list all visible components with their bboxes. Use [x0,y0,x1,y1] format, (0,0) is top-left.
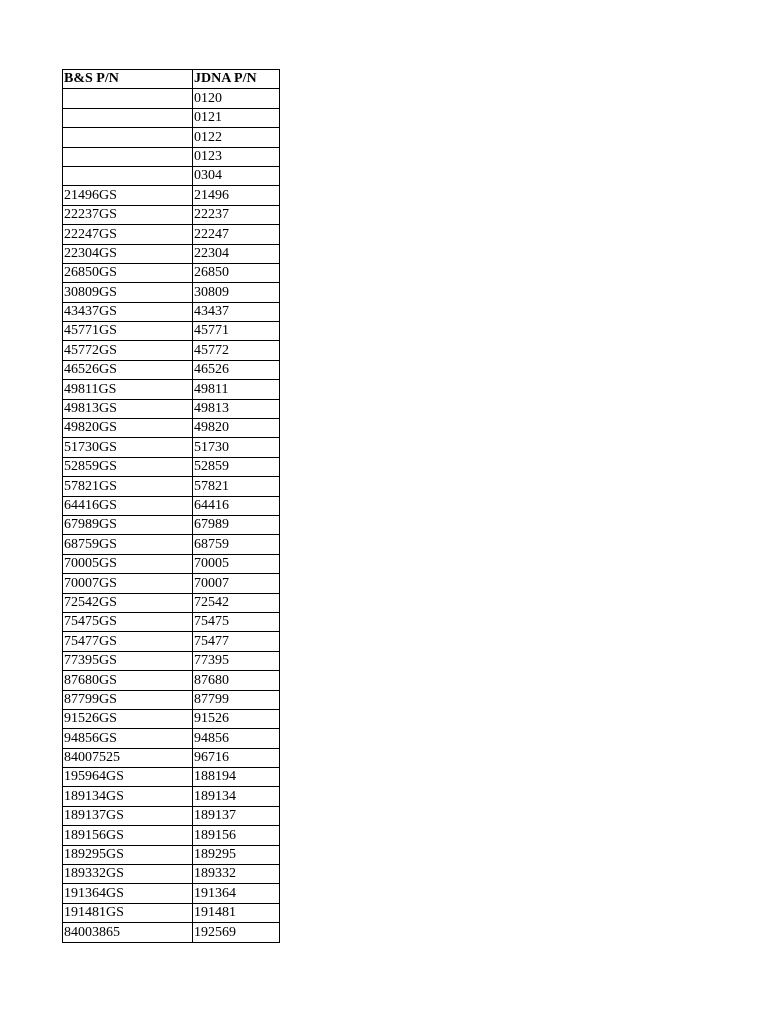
table-row [63,709,280,728]
table-row [63,806,280,825]
table-row [63,748,280,767]
cell-bs-part-number: 57821GS [63,477,193,496]
cell-bs-part-number: 22304GS [63,244,193,263]
cell-jdna-part-number: 72542 [193,593,280,612]
table-row [63,593,280,612]
cell-jdna-part-number: 21496 [193,186,280,205]
cell-jdna-part-number: 189295 [193,845,280,864]
cell-bs-part-number [63,89,193,108]
cell-bs-part-number: 75475GS [63,612,193,631]
cell-bs-part-number: 49820GS [63,419,193,438]
header-jdna-part-number: JDNA P/N [193,70,280,89]
cell-jdna-part-number: 189134 [193,787,280,806]
cell-bs-part-number: 30809GS [63,283,193,302]
table-row [63,205,280,224]
table-row [63,128,280,147]
cell-jdna-part-number: 70007 [193,574,280,593]
cell-bs-part-number: 189134GS [63,787,193,806]
cell-jdna-part-number: 46526 [193,360,280,379]
cell-jdna-part-number: 188194 [193,768,280,787]
cell-jdna-part-number: 70005 [193,554,280,573]
table-row [63,399,280,418]
cell-jdna-part-number: 0121 [193,108,280,127]
cell-jdna-part-number: 30809 [193,283,280,302]
cell-bs-part-number: 87799GS [63,690,193,709]
cell-bs-part-number: 72542GS [63,593,193,612]
cell-bs-part-number [63,166,193,185]
cell-bs-part-number: 67989GS [63,515,193,534]
part-number-table [62,69,280,943]
cell-bs-part-number: 195964GS [63,768,193,787]
cell-bs-part-number: 87680GS [63,671,193,690]
cell-jdna-part-number: 189332 [193,865,280,884]
cell-bs-part-number: 91526GS [63,709,193,728]
cell-jdna-part-number: 75477 [193,632,280,651]
cell-bs-part-number: 49811GS [63,380,193,399]
table-row [63,632,280,651]
cell-jdna-part-number: 87799 [193,690,280,709]
table-row [63,225,280,244]
header-bs-part-number: B&S P/N [63,70,193,89]
cell-jdna-part-number: 26850 [193,263,280,282]
cell-jdna-part-number: 96716 [193,748,280,767]
cell-bs-part-number: 45771GS [63,322,193,341]
table-row [63,322,280,341]
cell-bs-part-number: 21496GS [63,186,193,205]
cell-bs-part-number: 75477GS [63,632,193,651]
cell-bs-part-number: 64416GS [63,496,193,515]
cell-bs-part-number: 84007525 [63,748,193,767]
cell-bs-part-number: 191481GS [63,903,193,922]
table-row [63,865,280,884]
cell-bs-part-number: 189137GS [63,806,193,825]
table-row [63,263,280,282]
table-row [63,884,280,903]
cell-jdna-part-number: 191364 [193,884,280,903]
cell-bs-part-number: 68759GS [63,535,193,554]
cell-jdna-part-number: 22304 [193,244,280,263]
table-row [63,341,280,360]
cell-jdna-part-number: 191481 [193,903,280,922]
cell-jdna-part-number: 192569 [193,923,280,942]
cell-jdna-part-number: 0304 [193,166,280,185]
cell-bs-part-number [63,147,193,166]
cell-jdna-part-number: 67989 [193,515,280,534]
cell-jdna-part-number: 22237 [193,205,280,224]
table-row [63,845,280,864]
cell-jdna-part-number: 49820 [193,419,280,438]
cell-jdna-part-number: 189137 [193,806,280,825]
table-row [63,515,280,534]
table-row [63,651,280,670]
table-row [63,166,280,185]
cell-bs-part-number: 191364GS [63,884,193,903]
table-row [63,768,280,787]
cell-jdna-part-number: 94856 [193,729,280,748]
cell-jdna-part-number: 57821 [193,477,280,496]
table-row [63,826,280,845]
table-row [63,108,280,127]
cell-bs-part-number: 45772GS [63,341,193,360]
cell-jdna-part-number: 51730 [193,438,280,457]
cell-jdna-part-number: 64416 [193,496,280,515]
cell-bs-part-number: 46526GS [63,360,193,379]
cell-bs-part-number [63,108,193,127]
table-row [63,283,280,302]
table-row [63,89,280,108]
cell-jdna-part-number: 43437 [193,302,280,321]
cell-bs-part-number: 43437GS [63,302,193,321]
cell-bs-part-number: 49813GS [63,399,193,418]
cell-bs-part-number: 189156GS [63,826,193,845]
cell-jdna-part-number: 22247 [193,225,280,244]
table-row [63,923,280,942]
cell-jdna-part-number: 49813 [193,399,280,418]
cell-bs-part-number: 70007GS [63,574,193,593]
table-row [63,419,280,438]
cell-bs-part-number: 70005GS [63,554,193,573]
cell-bs-part-number: 77395GS [63,651,193,670]
table-row [63,302,280,321]
table-row [63,554,280,573]
table-row [63,729,280,748]
cell-jdna-part-number: 0122 [193,128,280,147]
table-row [63,147,280,166]
table-row [63,574,280,593]
cell-jdna-part-number: 77395 [193,651,280,670]
cell-jdna-part-number: 45771 [193,322,280,341]
table-row [63,477,280,496]
cell-bs-part-number: 94856GS [63,729,193,748]
table-row [63,457,280,476]
table-row [63,671,280,690]
cell-jdna-part-number: 45772 [193,341,280,360]
cell-jdna-part-number: 0123 [193,147,280,166]
table-row [63,690,280,709]
cell-bs-part-number: 84003865 [63,923,193,942]
cell-jdna-part-number: 189156 [193,826,280,845]
cell-jdna-part-number: 75475 [193,612,280,631]
cell-bs-part-number: 189295GS [63,845,193,864]
table-row [63,438,280,457]
table-row [63,787,280,806]
cell-bs-part-number: 22247GS [63,225,193,244]
cell-jdna-part-number: 68759 [193,535,280,554]
cell-bs-part-number [63,128,193,147]
table-row [63,244,280,263]
cell-jdna-part-number: 49811 [193,380,280,399]
table-row [63,186,280,205]
table-row [63,360,280,379]
cell-bs-part-number: 52859GS [63,457,193,476]
cell-jdna-part-number: 91526 [193,709,280,728]
cell-jdna-part-number: 87680 [193,671,280,690]
table-row [63,903,280,922]
header-row [63,70,280,89]
cell-bs-part-number: 51730GS [63,438,193,457]
cell-jdna-part-number: 0120 [193,89,280,108]
cell-bs-part-number: 189332GS [63,865,193,884]
cell-bs-part-number: 26850GS [63,263,193,282]
table-row [63,496,280,515]
cell-jdna-part-number: 52859 [193,457,280,476]
table-row [63,380,280,399]
table-row [63,612,280,631]
cell-bs-part-number: 22237GS [63,205,193,224]
table-row [63,535,280,554]
